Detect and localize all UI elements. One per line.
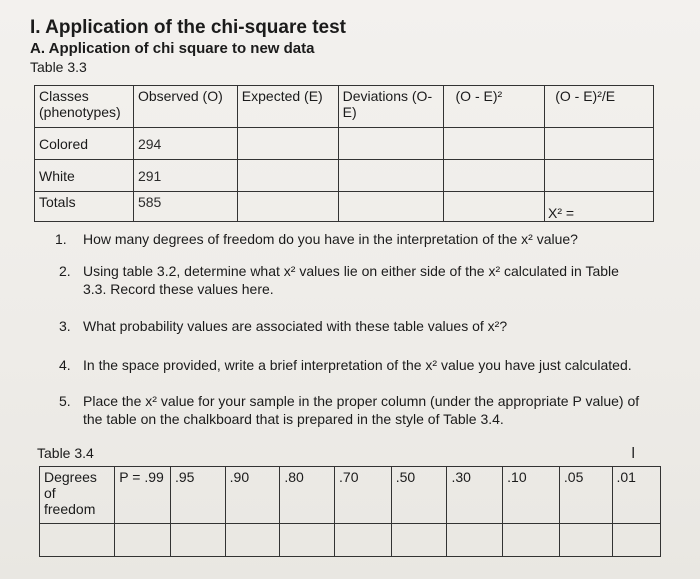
text-cursor-icon: I bbox=[631, 445, 636, 462]
question-text: In the space provided, write a brief interpretation of the x² value you have just calculated. bbox=[83, 357, 632, 373]
header-deviations: Deviations (O-E) bbox=[338, 86, 443, 128]
deviation-white-cell[interactable] bbox=[338, 160, 443, 192]
table-3-4 bbox=[39, 466, 661, 557]
p-cell[interactable] bbox=[171, 524, 226, 557]
table-row bbox=[40, 524, 661, 557]
sqdev-white-cell[interactable] bbox=[443, 160, 545, 192]
section-subtitle: A. Application of chi square to new data bbox=[30, 40, 315, 57]
header-p-01: .01 bbox=[612, 467, 661, 524]
header-p-70: .70 bbox=[335, 467, 392, 524]
header-p-10: .10 bbox=[503, 467, 560, 524]
header-observed: Observed (O) bbox=[133, 86, 237, 128]
p-cell[interactable] bbox=[391, 524, 447, 557]
p-cell[interactable] bbox=[503, 524, 560, 557]
p-cell[interactable] bbox=[559, 524, 612, 557]
p-cell[interactable] bbox=[612, 524, 661, 557]
chi-colored-cell[interactable] bbox=[545, 128, 654, 160]
row-class-totals: Totals bbox=[35, 192, 134, 222]
expected-totals-cell[interactable] bbox=[237, 192, 338, 222]
question-number: 1. bbox=[55, 231, 67, 247]
sqdev-colored-cell[interactable] bbox=[443, 128, 545, 160]
df-cell[interactable] bbox=[40, 524, 115, 557]
p-cell[interactable] bbox=[447, 524, 503, 557]
row-class-white: White bbox=[35, 160, 134, 192]
p-cell[interactable] bbox=[115, 524, 171, 557]
observed-colored: 294 bbox=[133, 128, 237, 160]
header-chi-component: (O - E)²/E bbox=[545, 86, 654, 128]
question-text: Place the x² value for your sample in the proper column (under the appropriate P value) of the table on the chalkboard that is prepared in the style of Table 3.4. bbox=[83, 393, 640, 427]
p-cell[interactable] bbox=[280, 524, 335, 557]
header-p-99: P = .99 bbox=[115, 467, 171, 524]
p-cell[interactable] bbox=[335, 524, 392, 557]
chi-square-label: X² = bbox=[548, 205, 575, 221]
deviation-colored-cell[interactable] bbox=[338, 128, 443, 160]
header-p-50: .50 bbox=[391, 467, 447, 524]
table-3-3 bbox=[34, 85, 654, 222]
sqdev-totals-cell[interactable] bbox=[443, 192, 545, 222]
table-row bbox=[35, 128, 654, 160]
deviation-totals-cell[interactable] bbox=[338, 192, 443, 222]
observed-white: 291 bbox=[133, 160, 237, 192]
table-header-row bbox=[35, 86, 654, 128]
question-text: Using table 3.2, determine what x² values lie on either side of the x² calculated in Table 3.3. Record these values here. bbox=[83, 263, 619, 297]
observed-totals: 585 bbox=[133, 192, 237, 222]
question-number: 4. bbox=[59, 357, 71, 373]
table-header-row bbox=[40, 467, 661, 524]
header-degrees-of-freedom: Degrees of freedom bbox=[40, 467, 115, 524]
header-p-30: .30 bbox=[447, 467, 503, 524]
header-squared-deviation: (O - E)² bbox=[443, 86, 545, 128]
page-title: I. Application of the chi-square test bbox=[30, 17, 346, 38]
chi-white-cell[interactable] bbox=[545, 160, 654, 192]
table-3-4-caption: Table 3.4 bbox=[37, 445, 94, 461]
question-number: 5. bbox=[59, 393, 71, 409]
header-p-05: .05 bbox=[559, 467, 612, 524]
expected-colored-cell[interactable] bbox=[237, 128, 338, 160]
question-number: 2. bbox=[59, 263, 71, 279]
p-cell[interactable] bbox=[225, 524, 280, 557]
table-row bbox=[35, 160, 654, 192]
row-class-colored: Colored bbox=[35, 128, 134, 160]
header-p-80: .80 bbox=[280, 467, 335, 524]
expected-white-cell[interactable] bbox=[237, 160, 338, 192]
header-p-95: .95 bbox=[171, 467, 226, 524]
table-3-3-caption: Table 3.3 bbox=[30, 59, 87, 75]
question-number: 3. bbox=[59, 318, 71, 334]
question-text: How many degrees of freedom do you have in the interpretation of the x² value? bbox=[83, 231, 578, 247]
header-classes: Classes (phenotypes) bbox=[35, 86, 134, 128]
header-p-90: .90 bbox=[225, 467, 280, 524]
header-expected: Expected (E) bbox=[237, 86, 338, 128]
question-text: What probability values are associated with these table values of x²? bbox=[83, 318, 508, 334]
